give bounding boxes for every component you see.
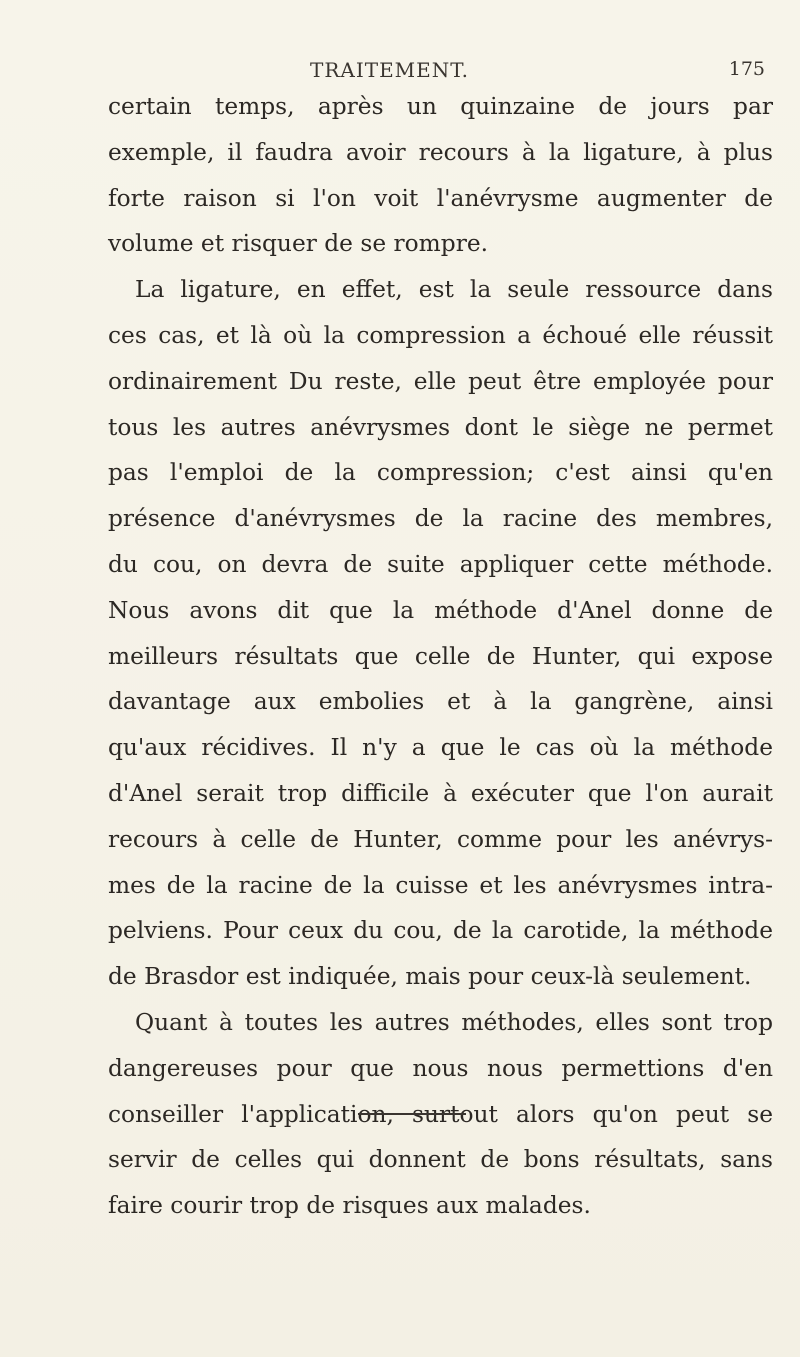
text-line: conseiller l'application, surtout alors qu'on peut se	[108, 1100, 773, 1128]
body-text	[108, 84, 773, 1229]
text-line: exemple, il faudra avoir recours à la ligature, à plus	[108, 138, 773, 166]
text-line: pas l'emploi de la compression; c'est ainsi qu'en	[108, 459, 773, 487]
text-line: d'Anel serait trop difficile à exécuter que l'on aurait	[108, 779, 773, 807]
text-line: servir de celles qui donnent de bons résultats, sans	[108, 1146, 773, 1174]
paragraph-start-line: Quant à toutes les autres méthodes, elles sont trop	[135, 1008, 773, 1036]
text-line: certain temps, après un quinzaine de jours par	[108, 93, 773, 120]
text-line: pelviens. Pour ceux du cou, de la carotide, la méthode	[108, 917, 773, 945]
text-line: ordinairement Du reste, elle peut être employée pour	[108, 367, 773, 395]
section-end-rule	[358, 1113, 466, 1115]
page-number: 175	[728, 58, 765, 80]
text-line: mes de la racine de la cuisse et les anévrysmes intra-	[108, 871, 773, 899]
text-line: volume et risquer de se rompre.	[108, 230, 489, 258]
text-line: ces cas, et là où la compression a échoué elle réussit	[108, 321, 773, 349]
text-line: recours à celle de Hunter, comme pour les anévrys-	[108, 825, 773, 853]
text-line: du cou, on devra de suite appliquer cette méthode.	[108, 550, 773, 578]
text-line: de Brasdor est indiquée, mais pour ceux-là seulement.	[108, 963, 752, 991]
text-line: meilleurs résultats que celle de Hunter, qui expose	[108, 642, 773, 670]
running-title: TRAITEMENT.	[310, 58, 470, 82]
paragraph-start-line: La ligature, en effet, est la seule ressource dans	[135, 276, 773, 304]
text-line: forte raison si l'on voit l'anévrysme augmenter de	[108, 184, 773, 212]
text-line: présence d'anévrysmes de la racine des membres,	[108, 505, 773, 533]
text-line: dangereuses pour que nous nous permettions d'en	[108, 1054, 773, 1082]
text-line: qu'aux récidives. Il n'y a que le cas où la méthode	[108, 734, 773, 762]
text-line: faire courir trop de risques aux malades.	[108, 1192, 591, 1220]
text-line: Nous avons dit que la méthode d'Anel donne de	[108, 596, 773, 624]
text-line: davantage aux embolies et à la gangrène, ainsi	[108, 688, 773, 716]
text-line: tous les autres anévrysmes dont le siège ne permet	[108, 413, 773, 441]
